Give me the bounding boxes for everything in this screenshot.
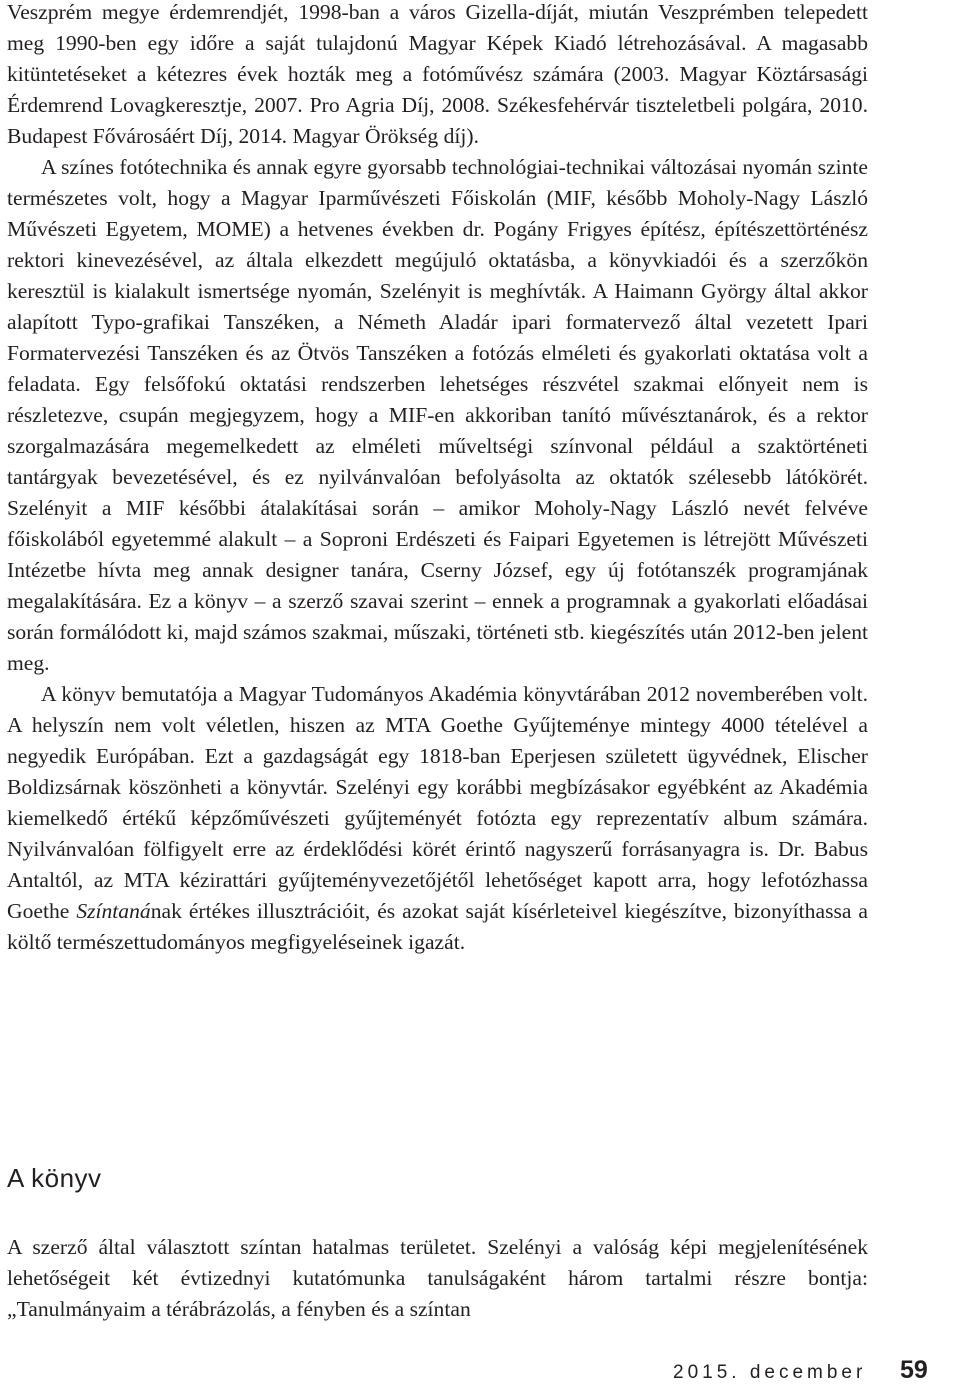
paragraph-3 bbox=[7, 679, 868, 958]
italic-title-szintan: Színtaná bbox=[76, 899, 151, 923]
section-body bbox=[7, 1232, 868, 1325]
section-heading: A könyv bbox=[7, 1163, 102, 1193]
page-number: 59 bbox=[900, 1356, 928, 1384]
footer-date: 2015. december bbox=[673, 1362, 867, 1383]
paragraph-1: Veszprém megye érdemrendjét, 1998-ban a város Gizella-díját, miután Veszprémben telepedett meg 1990-ben egy időre a saját tulajdonú Magyar Képek Kiadó létrehozásával. A magasabb kitüntetéseket a kétezres évek hozták meg a fotóművész számára (2003. Magyar Köztársasági Érdemrend Lovagkeresztje, 2007. Pro Agria Díj, 2008. Székesfehérvár tiszteletbeli polgára, 2010. Budapest Fővárosáért Díj, 2014. Magyar Örökség díj). bbox=[7, 0, 868, 148]
section-paragraph: A szerző által választott színtan hatalmas területet. Szelényi a valóság képi megjelenítésének lehetőségeit két évtizednyi kutatómunka tanulságaként három tartalmi részre bontja: „Tanulmányaim a térábrázolás, a fényben és a színtan bbox=[7, 1235, 868, 1321]
article-body bbox=[7, 0, 868, 958]
paragraph-2: A színes fotótechnika és annak egyre gyorsabb technológiai-technikai változásai nyomán szinte természetes volt, hogy a Magyar Iparművészeti Főiskolán (MIF, később Moholy-Nagy László Művészeti Egyetem, MOME) a hetvenes években dr. Pogány Frigyes építész, építészettörténész rektori kinevezésével, az általa elkezdett megújuló oktatásba, a könyvkiadói és a szerzőkön keresztül is kialakult ismertsége nyomán, Szelényit is meghívták. A Haimann György által akkor alapított Typo-grafikai Tanszéken, a Németh Aladár ipari formatervező által vezetett Ipari Formatervezési Tanszéken és az Ötvös Tanszéken a fotózás elméleti és gyakorlati oktatása volt a feladata. Egy felsőfokú oktatási rendszerben lehetséges részvétel szakmai előnyeit nem is részletezve, csupán megjegyzem, hogy a MIF-en akkoriban tanító művésztanárok, és a rektor szorgalmazására megemelkedett az elméleti műveltségi színvonal például a szaktörténeti tantárgyak bevezetésével, és ez nyilvánvalóan befolyásolta az oktatók szélesebb látókörét. Szelényit a MIF későbbi átalakításai során – amikor Moholy-Nagy László nevét felvéve főiskolából egyetemmé alakult – a Soproni Erdészeti és Faipari Egyetemen is létrejött Művészeti Intézetbe hívta meg annak designer tanára, Cserny József, egy új fotótanszék programjának megalakítására. Ez a könyv – a szerző szavai szerint – ennek a programnak a gyakorlati előadásai során formálódott ki, majd számos szakmai, műszaki, történeti stb. kiegészítés után 2012-ben jelent meg. bbox=[7, 155, 868, 675]
paragraph-3-tail: nak értékes illusztrációit, és azokat saját kísérleteivel kiegészítve, bizonyíthassa a költő természettudományos megfigyeléseinek igazát. bbox=[7, 899, 868, 954]
paragraph-3-text: A könyv bemutatója a Magyar Tudományos Akadémia könyvtárában 2012 novemberében volt. A helyszín nem volt véletlen, hiszen az MTA Goethe Gyűjteménye mintegy 4000 tételével a negyedik Európában. Ezt a gazdagságát egy 1818-ban Eperjesen született ügyvédnek, Elischer Boldizsárnak köszönheti a könyvtár. Szelényi egy korábbi megbízásakor egyébként az Akadémia kiemelkedő értékű képzőművészeti gyűjteményét fotózta egy reprezentatív album számára. Nyilvánvalóan fölfigyelt erre az érdeklődési körét érintő nagyszerű forrásanyagra is. Dr. Babus Antaltól, az MTA kézirattári gyűjteményvezetőjétől lehetőséget kapott arra, hogy lefotózhassa Goethe bbox=[7, 682, 868, 923]
